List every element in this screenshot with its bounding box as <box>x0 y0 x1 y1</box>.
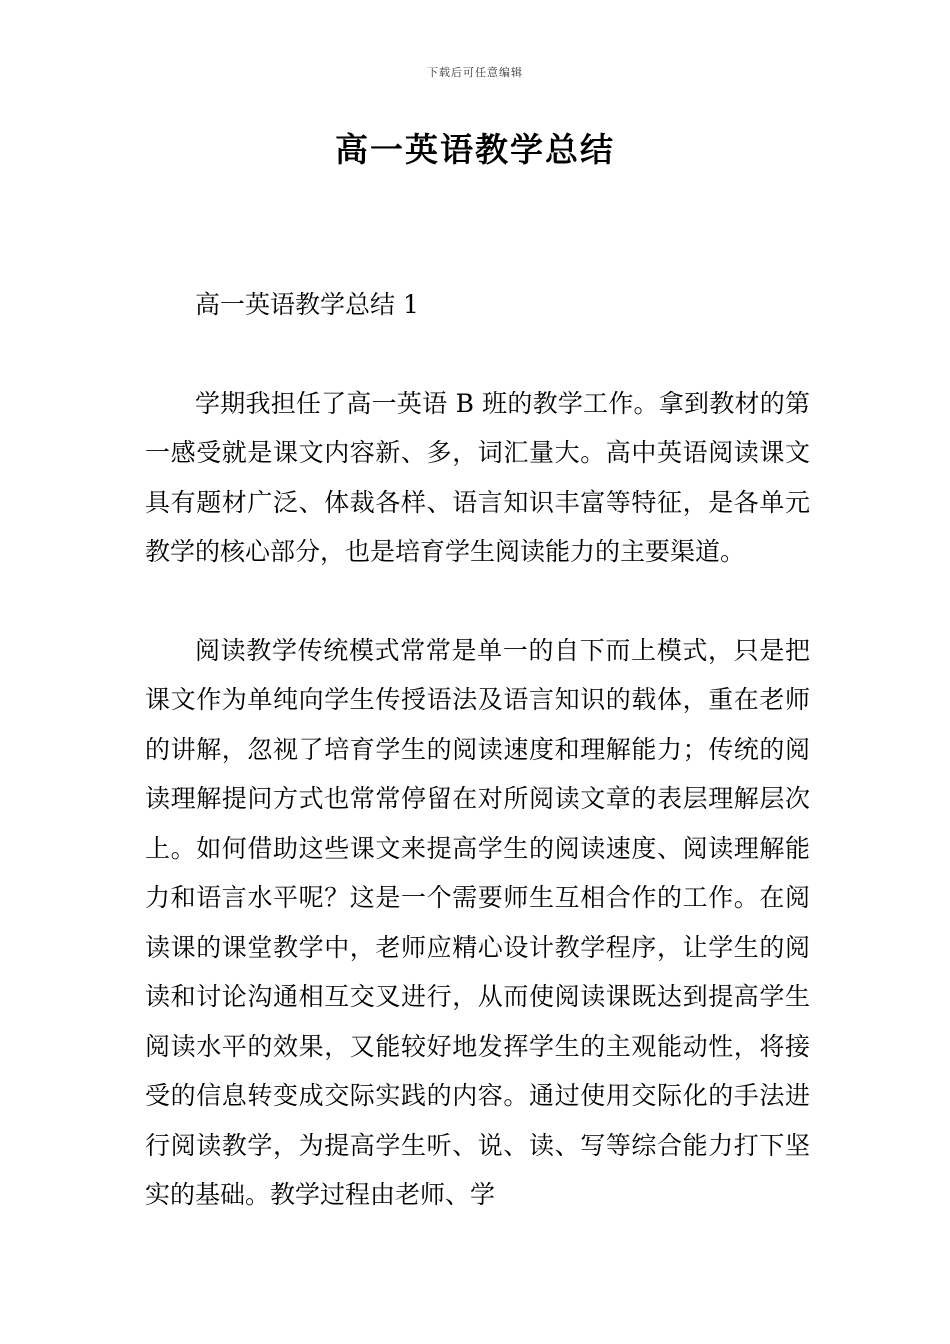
paragraph-2: 阅读教学传统模式常常是单一的自下而上模式，只是把课文作为单纯向学生传授语法及语言知识的载体，重在老师的讲解，忽视了培育学生的阅读速度和理解能力；传统的阅读理解提问方式也常常停留在对所阅读文章的表层理解层次上。如何借助这些课文来提高学生的阅读速度、阅读理解能力和语言水平呢？这是一个需要师生互相合作的工作。在阅读课的课堂教学中，老师应精心设计教学程序，让学生的阅读和讨论沟通相互交叉进行，从而使阅读课既达到提高学生阅读水平的效果，又能较好地发挥学生的主观能动性，将接受的信息转变成交际实践的内容。通过使用交际化的手法进行阅读教学，为提高学生听、说、读、写等综合能力打下坚实的基础。教学过程由老师、学 <box>145 635 810 1209</box>
header-note: 下载后可任意编辑 <box>427 66 523 79</box>
section-heading: 高一英语教学总结 1 <box>195 290 419 319</box>
document-title: 高一英语教学总结 <box>335 130 615 169</box>
document-body <box>145 280 810 1220</box>
paragraph-1: 学期我担任了高一英语 B 班的教学工作。拿到教材的第一感受就是课文内容新、多，词汇量大。高中英语阅读课文具有题材广泛、体裁各样、语言知识丰富等特征，是各单元教学的核心部分，也是培育学生阅读能力的主要渠道。 <box>145 388 810 566</box>
